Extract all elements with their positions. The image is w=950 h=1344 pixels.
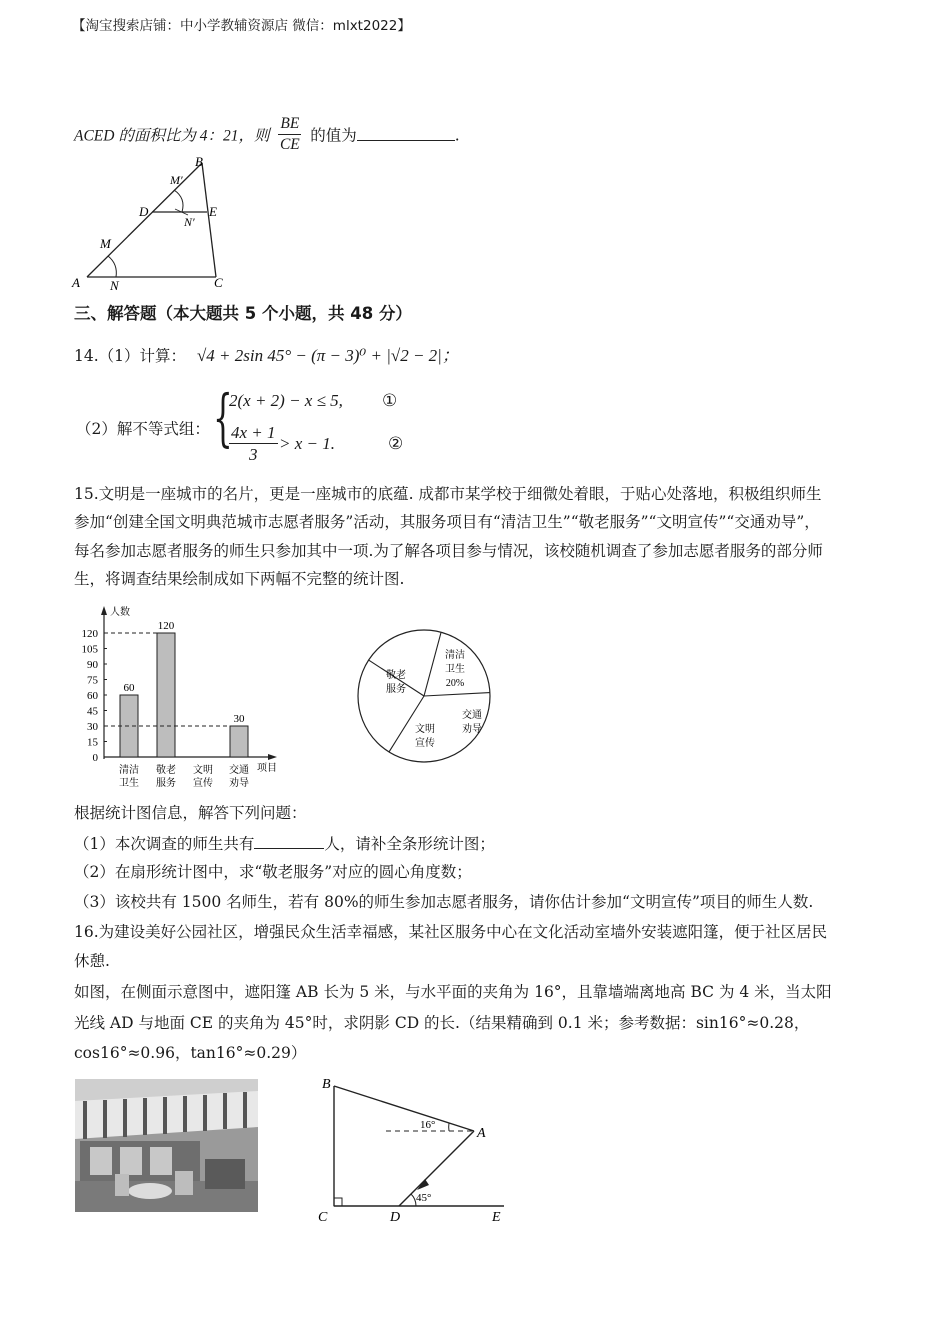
answer-blank — [254, 832, 324, 849]
q13-frac-den: CE — [279, 136, 300, 153]
q15-sub1-b: 人，请补全条形统计图； — [324, 835, 495, 853]
label-M: M — [100, 236, 111, 251]
q13-suffix: 的值为 — [310, 126, 357, 145]
x-tick-label: 文明 — [193, 765, 213, 776]
pie-slice-label: 敬老 — [386, 670, 406, 681]
x-axis-label: 项目 — [257, 763, 277, 774]
y-axis-arrow — [101, 606, 107, 615]
q15-sub3: （3）该校共有 1500 名师生，若有 80%的师生参加志愿者服务，请你估计参加“文明宣传”项目的师生人数. — [74, 893, 814, 911]
y-tick-label: 0 — [92, 752, 98, 764]
label-E: E — [209, 204, 217, 219]
answer-blank — [357, 124, 455, 141]
q16-line-5: cos16°≈0.96，tan16°≈0.29） — [74, 1044, 307, 1062]
q15-after-chart: 根据统计图信息，解答下列问题： — [74, 804, 307, 822]
x-tick-label: 交通 — [229, 765, 249, 776]
q15-line-2: 参加“创建全国文明典范城市志愿者服务”活动，其服务项目有“清洁卫生”“敬老服务”“文明宣传”“交通劝导”， — [74, 513, 820, 531]
inequality-2-fraction — [229, 423, 278, 466]
inequality-1-mark: ① — [382, 391, 398, 411]
q15-line-4: 生，将调查结果绘制成如下两幅不完整的统计图. — [74, 570, 405, 588]
q15-line-1: 15.文明是一座城市的名片，更是一座城市的底蕴. 成都市某学校于细微处着眼，于贴心处落地，积极组织师生 — [74, 485, 822, 503]
pie-slice-label: 宣传 — [415, 738, 435, 749]
y-tick-label: 15 — [87, 736, 98, 749]
y-tick-label: 90 — [87, 659, 98, 671]
y-tick-label: 75 — [87, 674, 98, 687]
pie-slice-boundary — [424, 693, 490, 696]
shade-diagram — [312, 1072, 512, 1227]
q14-part2-label: （2）解不等式组： — [76, 420, 210, 438]
brace: { — [213, 381, 233, 454]
y-tick-label: 120 — [81, 628, 98, 640]
pie-chart — [352, 610, 497, 765]
awning-photo — [75, 1079, 258, 1212]
x-tick-label: 宣传 — [193, 778, 213, 789]
q15-sub1-a: （1）本次调查的师生共有 — [74, 835, 255, 853]
q16-line-2: 休憩. — [74, 952, 110, 970]
label-A: A — [72, 275, 80, 290]
inequality-2-num: 4x + 1 — [231, 423, 276, 442]
label-B: B — [322, 1077, 331, 1092]
pie-slice-label: 卫生 — [445, 664, 465, 675]
bar — [157, 633, 175, 757]
label-N-prime: N′ — [184, 215, 195, 229]
section-title: 三、解答题（本大题共 5 个小题，共 48 分） — [74, 304, 412, 323]
label-E: E — [492, 1210, 501, 1225]
bar-chart — [72, 603, 292, 793]
q14-part1 — [74, 346, 459, 366]
x-tick-label: 卫生 — [119, 778, 139, 789]
inequality-1: 2(x + 2) − x ≤ 5, — [229, 391, 343, 410]
x-tick-label: 劝导 — [229, 778, 249, 789]
inequality-2-rest: > x − 1. — [279, 434, 335, 453]
inequality-2-mark: ② — [388, 434, 404, 454]
q13-frac-num: BE — [278, 114, 301, 135]
label-B: B — [195, 154, 203, 169]
label-C: C — [214, 275, 223, 290]
q15-sub1 — [74, 832, 495, 854]
pie-slice-boundary — [424, 632, 441, 696]
x-tick-label: 清洁 — [119, 765, 139, 776]
q14-part1-expr: √4 + 2sin 45° − (π − 3)⁰ + |√2 − 2|； — [196, 346, 459, 365]
x-tick-label: 服务 — [156, 778, 176, 789]
y-tick-label: 105 — [81, 643, 98, 656]
page-header: 【淘宝搜索店铺：中小学教辅资源店 微信：mlxt2022】 — [72, 18, 411, 34]
bar-data-label: 120 — [157, 620, 175, 632]
pie-slice-label: 服务 — [386, 684, 406, 695]
q13-end: . — [454, 126, 460, 145]
q14-part1-label: 14.（1）计算： — [74, 347, 187, 365]
x-axis-arrow — [268, 754, 277, 760]
y-tick-label: 30 — [87, 721, 98, 733]
y-tick-label: 60 — [87, 690, 98, 702]
q13-fraction — [278, 114, 301, 155]
angle-16-label: 16° — [420, 1119, 436, 1131]
q16-line-4: 光线 AD 与地面 CE 的夹角为 45°时，求阴影 CD 的长.（结果精确到 0.1 米；参考数据：sin16°≈0.28， — [74, 1014, 810, 1032]
bar-data-label: 60 — [123, 682, 135, 694]
q15-line-3: 每名参加志愿者服务的师生只参加其中一项.为了解各项目参与情况，该校随机调查了参加志愿者服务的部分师 — [74, 542, 823, 560]
y-tick-label: 45 — [87, 705, 98, 718]
bar — [230, 726, 248, 757]
pie-slice-label: 20% — [445, 678, 465, 689]
pie-slice-label: 文明 — [415, 724, 435, 735]
q13-prefix: ACED 的面积比为 4：21，则 — [74, 127, 270, 145]
pie-slice-label: 劝导 — [462, 724, 482, 735]
pie-slice-label: 交通 — [462, 710, 482, 721]
pie-slice-label: 清洁 — [445, 650, 465, 661]
angle-45-label: 45° — [416, 1192, 432, 1204]
bar-data-label: 30 — [233, 713, 245, 725]
label-D: D — [139, 204, 149, 219]
label-M-prime: M′ — [170, 173, 183, 187]
x-tick-label: 敬老 — [156, 765, 176, 776]
label-C: C — [318, 1210, 328, 1225]
inequality-2-den: 3 — [249, 445, 258, 464]
triangle-figure — [70, 150, 240, 290]
label-D: D — [390, 1210, 401, 1225]
label-A: A — [477, 1126, 486, 1141]
q16-line-1: 16.为建设美好公园社区，增强民众生活幸福感，某社区服务中心在文化活动室墙外安装遮阳篷，便于社区居民 — [74, 923, 828, 941]
y-axis-label: 人数 — [110, 607, 130, 618]
label-N: N — [110, 278, 119, 290]
q16-line-3: 如图，在侧面示意图中，遮阳篷 AB 长为 5 米，与水平面的夹角为 16°，且靠墙端离地高 BC 为 4 米，当太阳 — [74, 983, 832, 1001]
q15-sub2: （2）在扇形统计图中，求“敬老服务”对应的圆心角度数； — [74, 863, 472, 881]
